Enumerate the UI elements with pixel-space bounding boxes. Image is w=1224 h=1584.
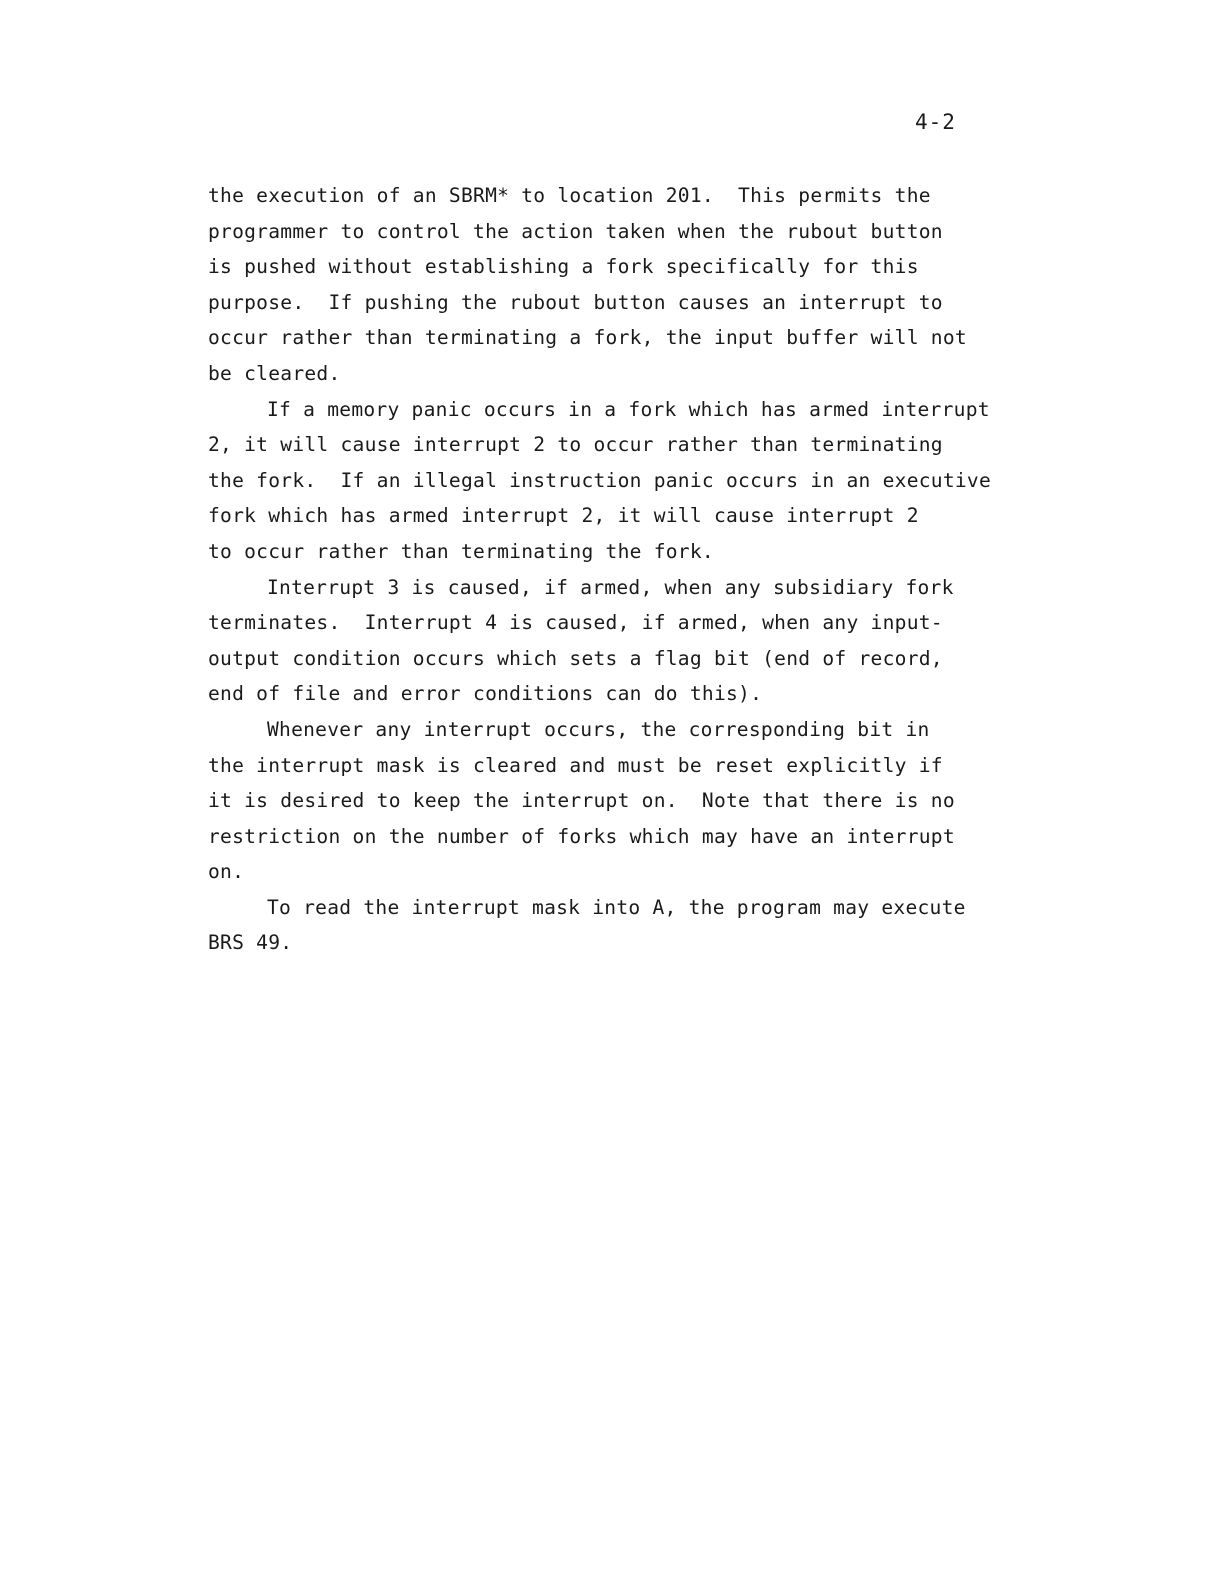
text-line: To read the interrupt mask into A, the program may execute bbox=[267, 895, 966, 919]
text-line: BRS 49. bbox=[208, 931, 293, 955]
text-line: purpose. If pushing the rubout button causes an interrupt to bbox=[208, 290, 943, 314]
text-line: the fork. If an illegal instruction panic occurs in an executive bbox=[208, 468, 992, 492]
text-line: be cleared. bbox=[208, 361, 341, 385]
text-line: the execution of an SBRM* to location 201. This permits the bbox=[208, 184, 931, 207]
text-line: Interrupt 3 is caused, if armed, when any subsidiary fork bbox=[267, 575, 954, 599]
text-line: to occur rather than terminating the fork. bbox=[208, 539, 714, 563]
text-line: If a memory panic occurs in a fork which has armed interrupt bbox=[267, 397, 990, 421]
text-line: on. bbox=[208, 860, 245, 884]
text-line: Whenever any interrupt occurs, the corresponding bit in bbox=[267, 717, 930, 741]
text-line: output condition occurs which sets a flag bit (end of record, bbox=[208, 646, 943, 670]
text-line: is pushed without establishing a fork specifically for this bbox=[208, 255, 919, 279]
body-text bbox=[208, 178, 1008, 961]
text-line: the interrupt mask is cleared and must be reset explicitly if bbox=[208, 753, 943, 777]
text-line: fork which has armed interrupt 2, it will cause interrupt 2 bbox=[208, 504, 919, 528]
text-line: 2, it will cause interrupt 2 to occur rather than terminating bbox=[208, 433, 943, 457]
text-line: terminates. Interrupt 4 is caused, if armed, when any input- bbox=[208, 611, 943, 635]
text-line: programmer to control the action taken when the rubout button bbox=[208, 219, 943, 243]
text-line: it is desired to keep the interrupt on. Note that there is no bbox=[208, 789, 955, 813]
page-number: 4-2 bbox=[915, 110, 956, 134]
text-line: restriction on the number of forks which may have an interrupt bbox=[208, 824, 955, 848]
text-line: end of file and error conditions can do this). bbox=[208, 682, 763, 706]
text-line: occur rather than terminating a fork, the input buffer will not bbox=[208, 326, 967, 350]
